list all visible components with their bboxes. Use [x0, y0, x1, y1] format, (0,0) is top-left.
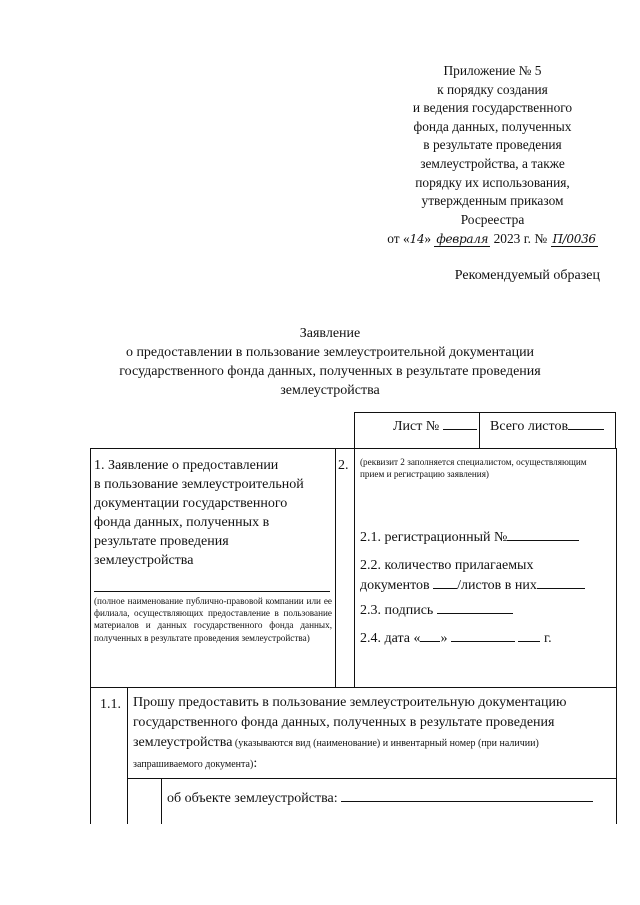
section1-text: 1. Заявление о предоставлении в пользование землеустроительной документации государственного фонда данных, полученных в результате проведения землеустройства — [94, 458, 304, 568]
sheets-count-field[interactable] — [537, 588, 585, 589]
handwritten-order-number: П/0036 — [552, 232, 596, 247]
section1-note: (полное наименование публично-правовой компании или ее филиала, осуществляющих предоставление в пользование материалов и данных государственного фонда данных, полученных в результате проведения землеустройства) — [94, 596, 332, 643]
section11-number: 1.1. — [100, 697, 121, 712]
appendix-line: Росреестра — [460, 211, 525, 227]
attached-docs-row: 2.2. количество прилагаемых документов /листов в них — [360, 556, 585, 595]
appendix-line: в результате проведения — [423, 137, 562, 153]
total-sheets-cell — [479, 412, 616, 449]
section2-note: (реквизит 2 заполняется специалистом, осуществляющим прием и регистрацию заявления) — [360, 457, 587, 480]
registration-number-field[interactable] — [507, 540, 579, 541]
sheet-number-cell — [354, 412, 480, 449]
title-line: государственного фонда данных, полученных в результате проведения — [119, 364, 541, 379]
sheet-number-label: Лист № — [393, 419, 440, 434]
appendix-line: к порядку создания — [437, 81, 548, 97]
divider — [335, 448, 336, 688]
divider — [127, 687, 128, 824]
appendix-line: утвержденным приказом — [421, 193, 564, 209]
recommended-sample-label: Рекомендуемый образец — [454, 268, 600, 283]
registration-number-row: 2.1. регистрационный № — [360, 528, 579, 547]
applicant-name-field[interactable] — [94, 591, 330, 592]
total-sheets-field[interactable] — [568, 429, 604, 430]
appendix-line: Приложение № 5 — [443, 63, 542, 78]
title-line: землеустройства — [280, 383, 380, 398]
appendix-line: и ведения государственного — [412, 100, 573, 116]
documents-count-field[interactable] — [433, 588, 457, 589]
section2-number: 2. — [338, 458, 349, 473]
divider — [161, 778, 162, 824]
title-line: о предоставлении в пользование землеустроительной документации — [125, 345, 535, 360]
statement-title — [80, 324, 580, 400]
appendix-block — [360, 62, 625, 249]
handwritten-day: 14 — [409, 232, 425, 247]
date-row: 2.4. дата « » г. — [360, 631, 552, 646]
object-row: об объекте землеустройства: — [167, 789, 593, 808]
title-line: Заявление — [299, 326, 361, 341]
total-sheets-label: Всего листов — [490, 419, 569, 434]
date-year-field[interactable] — [518, 641, 540, 642]
appendix-line: землеустройства, а также — [420, 155, 565, 171]
divider — [127, 778, 617, 779]
order-date-line: от «14» февраля 2023 г. № П/0036 — [387, 231, 596, 247]
divider — [354, 448, 355, 688]
appendix-line: порядку их использования, — [415, 174, 570, 190]
sheet-number-field[interactable] — [443, 429, 477, 430]
date-day-field[interactable] — [420, 641, 440, 642]
divider — [90, 687, 617, 688]
handwritten-month: февраля — [436, 232, 489, 247]
section11-request-text: Прошу предоставить в пользование землеустроительную документацию государственного фонда данных, полученных в результате проведения землеустройства (указываются вид (наименование) и инвентарный номер (при наличии) запрашиваемого документа): — [133, 695, 567, 771]
appendix-line: фонда данных, полученных — [413, 118, 572, 134]
signature-row: 2.3. подпись — [360, 601, 513, 620]
signature-field[interactable] — [437, 613, 513, 614]
date-month-field[interactable] — [451, 641, 515, 642]
object-field[interactable] — [341, 801, 593, 802]
